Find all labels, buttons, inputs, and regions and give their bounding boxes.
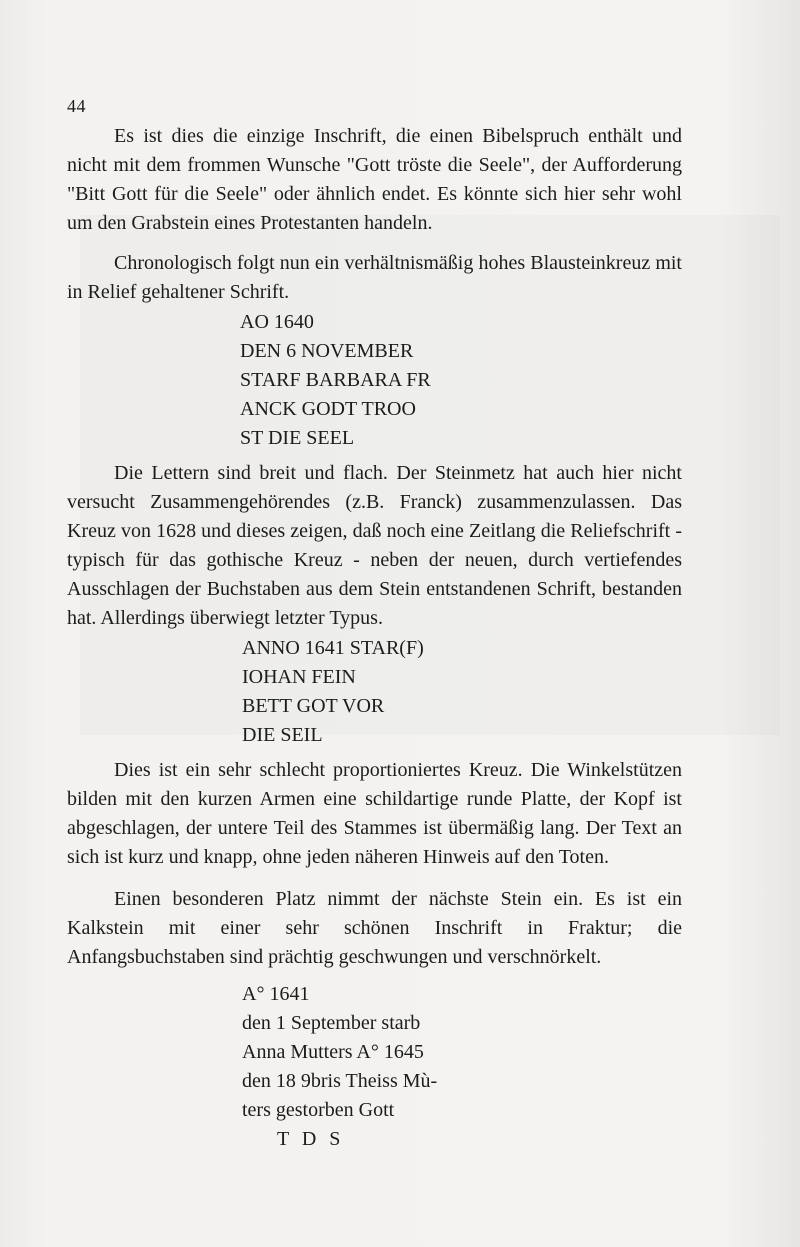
- inscription-1641: [242, 634, 682, 750]
- inscription-line: DEN 6 NOVEMBER: [240, 340, 414, 362]
- paragraph-kalkstein: Einen besonderen Platz nimmt der nächste Stein ein. Es ist ein Kalkstein mit einer sehr schönen Inschrift in Fraktur; die Anfangsbuchstaben sind prächtig geschwungen und verschnörkelt.: [67, 888, 682, 968]
- inscription-fraktur: [242, 980, 682, 1154]
- inscription-line: den 18 9bris Theiss Mù-: [242, 1070, 438, 1092]
- inscription-line: IOHAN FEIN: [242, 666, 356, 688]
- page-number: 44: [67, 96, 86, 116]
- inscription-line: AO 1640: [240, 311, 314, 333]
- inscription-line: A° 1641: [242, 983, 310, 1005]
- page-body: [67, 122, 682, 1160]
- paragraph-bible-verse: Es ist dies die einzige Inschrift, die einen Bibelspruch enthält und nicht mit dem frommen Wunsche "Gott tröste die Seele", der Aufforderung "Bitt Gott für die Seele" oder ähnlich endet. Es könnte sich hier sehr wohl um den Grabstein eines Protestanten handeln.: [67, 125, 682, 234]
- inscription-line: DIE SEIL: [242, 724, 323, 746]
- inscription-1640: [240, 308, 682, 453]
- inscription-line: ANCK GODT TROO: [240, 398, 416, 420]
- inscription-line: ANNO 1641 STAR(F): [242, 637, 424, 659]
- paragraph-lettering: Die Lettern sind breit und flach. Der Steinmetz hat auch hier nicht versucht Zusammengehörendes (z.B. Franck) zusammenzulassen. Das Kreuz von 1628 und dieses zeigen, daß noch eine Zeitlang die Reliefschrift - typisch für das gothische Kreuz - neben der neuen, durch vertiefendes Ausschlagen der Buchstaben aus dem Stein entstandenen Schrift, bestanden hat. Allerdings überwiegt letzter Typus.: [67, 462, 682, 629]
- inscription-line: ters gestorben Gott: [242, 1099, 395, 1121]
- inscription-line: STARF BARBARA FR: [240, 369, 431, 391]
- inscription-line: T D S: [277, 1128, 345, 1150]
- inscription-line: BETT GOT VOR: [242, 695, 385, 717]
- paragraph-chronology: Chronologisch folgt nun ein verhältnismäßig hohes Blausteinkreuz mit in Relief gehaltener Schrift.: [67, 252, 682, 303]
- inscription-line: Anna Mutters A° 1645: [242, 1041, 424, 1063]
- inscription-line: ST DIE SEEL: [240, 427, 355, 449]
- inscription-line: den 1 September starb: [242, 1012, 421, 1034]
- paragraph-proportions: Dies ist ein sehr schlecht proportioniertes Kreuz. Die Winkelstützen bilden mit den kurzen Armen eine schildartige runde Platte, der Kopf ist abgeschlagen, der untere Teil des Stammes ist übermäßig lang. Der Text an sich ist kurz und knapp, ohne jeden näheren Hinweis auf den Toten.: [67, 759, 682, 868]
